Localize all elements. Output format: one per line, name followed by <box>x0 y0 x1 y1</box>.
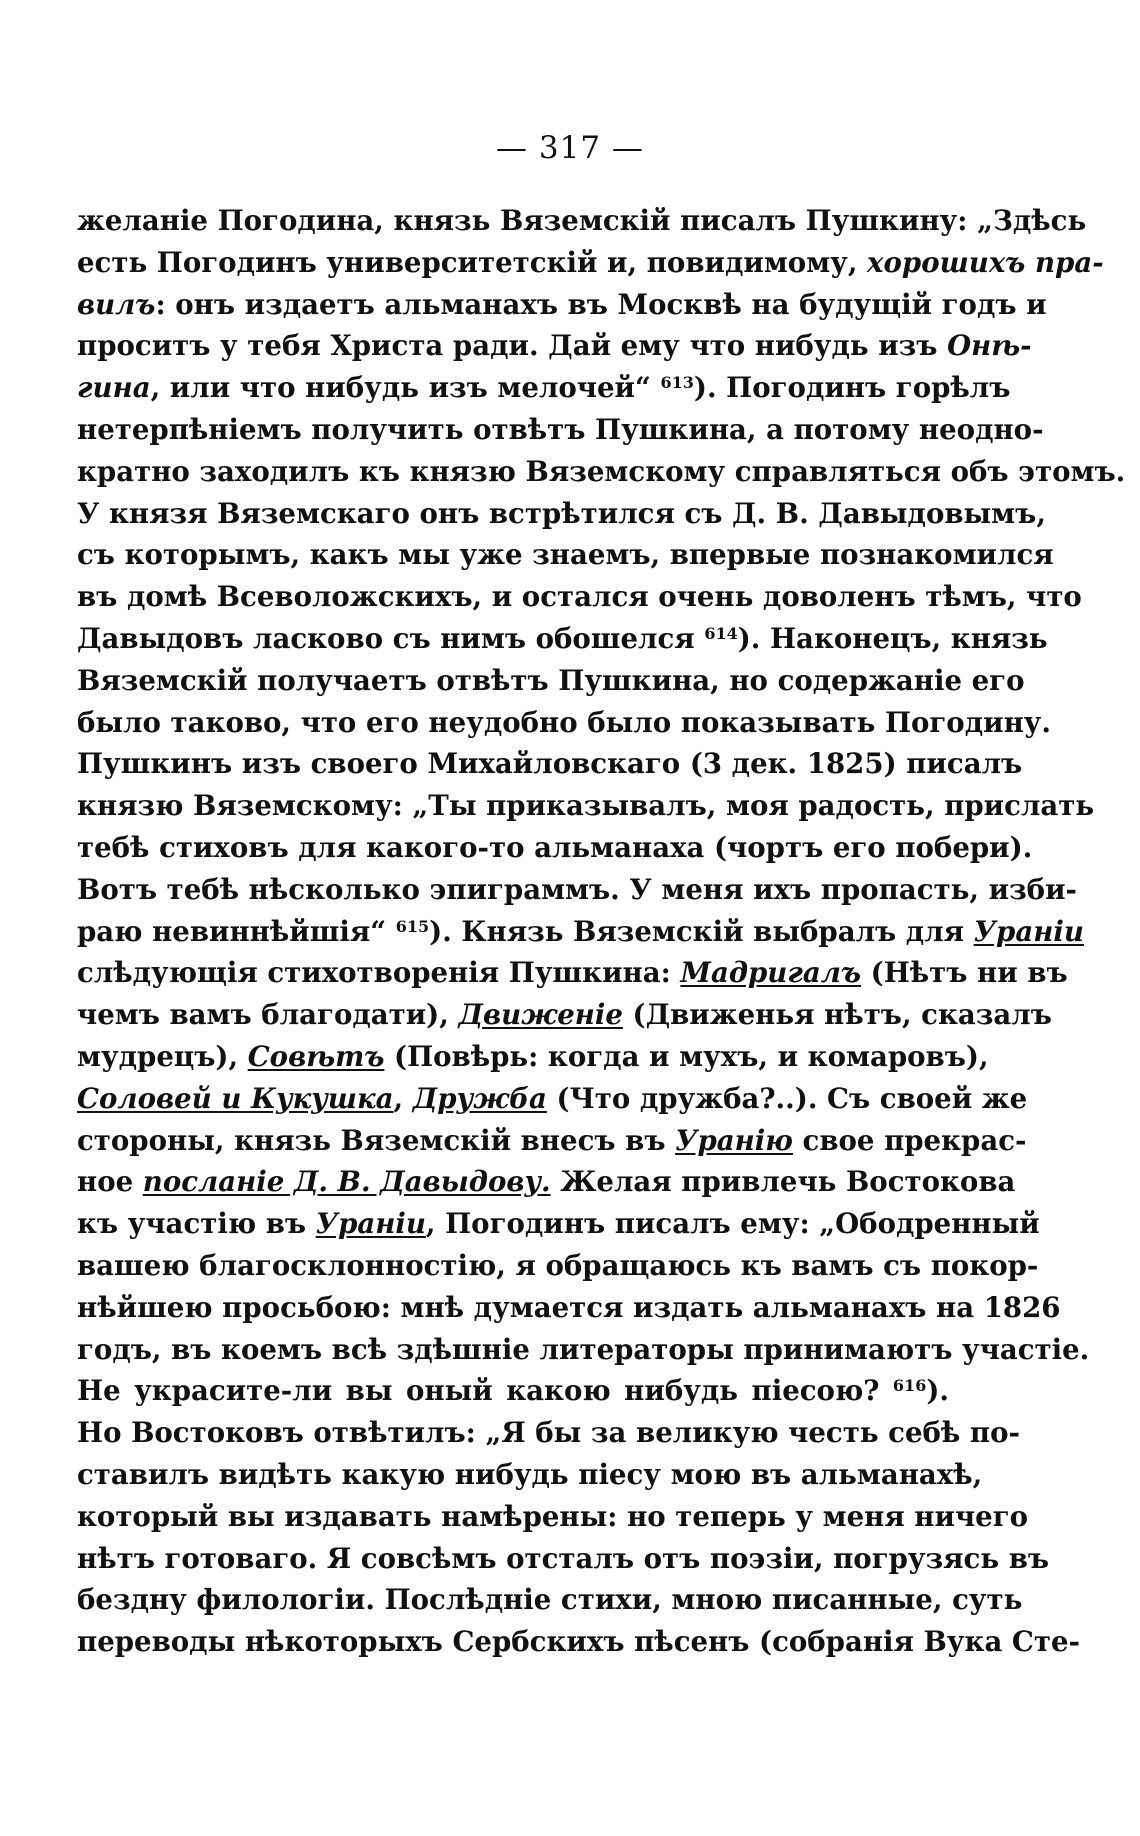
text-run: вашею благосклонностію, я обращаюсь къ вамъ съ покор- <box>77 1248 1039 1282</box>
text-run: было таково, что его неудобно было показывать Погодину. <box>77 705 1052 739</box>
text-run: стороны, князь Вяземскій внесъ въ <box>77 1123 676 1157</box>
text-run: Но Востоковъ отвѣтилъ: „Я бы за великую честь себѣ по- <box>77 1416 1020 1450</box>
text-line <box>77 743 1023 785</box>
text-run: : онъ издаетъ альманахъ въ Москвѣ на будущій годъ и <box>155 287 1047 321</box>
italic-text: Совѣтъ <box>247 1039 385 1073</box>
text-run: нѣтъ готоваго. Я совсѣмъ отсталъ отъ поэзіи, погрузясь въ <box>77 1541 1050 1575</box>
text-run: нетерпѣніемъ получить отвѣтъ Пушкина, а потому неодно- <box>77 412 1044 446</box>
text-line <box>77 869 1078 911</box>
underlined-title <box>458 998 622 1031</box>
body-text <box>77 200 1126 1663</box>
text-run: слѣдующія стихотворенія Пушкина: <box>77 956 681 990</box>
text-run: ). <box>926 1374 949 1408</box>
text-line <box>77 409 1044 451</box>
text-line <box>77 618 1048 660</box>
italic-text: Онѣ- <box>947 329 1032 363</box>
underlined-title <box>413 1082 547 1115</box>
underlined-title <box>248 1040 385 1073</box>
text-line <box>77 1454 983 1496</box>
text-line <box>77 952 1068 994</box>
text-line <box>77 994 1052 1036</box>
text-line <box>77 1370 949 1412</box>
text-line <box>77 1161 1016 1203</box>
italic-text: Соловей и Кукушка <box>77 1081 394 1115</box>
text-run: Не украсите-ли вы оный какою нибудь піесою? <box>77 1374 893 1408</box>
text-run: Давыдовъ ласково съ нимъ обошелся <box>77 621 705 655</box>
text-run: ). Наконецъ, князь <box>737 621 1048 655</box>
text-run: проситъ у тебя Христа ради. Дай ему что нибудь изъ <box>77 329 948 363</box>
text-run: нѣйшею просьбою: мнѣ думается издать альманахъ на 1826 <box>77 1290 1061 1324</box>
text-run: , Погодинъ писалъ ему: „Ободренный <box>425 1207 1040 1241</box>
text-run: въ домѣ Всеволожскихъ, и остался очень доволенъ тѣмъ, что <box>77 580 1082 614</box>
italic-text: Уранію <box>675 1123 793 1157</box>
text-run: , <box>393 1081 413 1115</box>
text-line <box>77 576 1082 618</box>
text-line <box>77 1287 1061 1329</box>
text-line <box>77 367 1011 409</box>
text-line <box>77 1621 1080 1663</box>
italic-text: гина <box>77 371 151 405</box>
italic-text: посланіе Д. В. Давыдову. <box>142 1165 551 1199</box>
underlined-title <box>675 1124 793 1157</box>
text-line <box>77 534 1054 576</box>
text-run: (Движенья нѣтъ, сказалъ <box>622 998 1052 1032</box>
footnote-ref: 615 <box>395 916 430 936</box>
footnote-ref: 613 <box>660 373 694 393</box>
text-line <box>77 1538 1050 1580</box>
text-line <box>77 1329 1090 1371</box>
underlined-title <box>680 956 861 989</box>
page-number: — 317 — <box>496 130 644 166</box>
text-run: ное <box>77 1165 143 1199</box>
underlined-title <box>974 915 1084 948</box>
text-run: , или что нибудь изъ мелочей“ <box>150 371 661 405</box>
text-run: чемъ вамъ благодати), <box>77 998 459 1032</box>
text-run: (Нѣтъ ни въ <box>861 956 1068 990</box>
text-line <box>77 660 1025 702</box>
text-line <box>77 911 1084 953</box>
text-run: переводы нѣкоторыхъ Сербскихъ пѣсенъ (собранія Вука Сте- <box>77 1625 1080 1659</box>
text-line <box>77 1036 989 1078</box>
text-run: кратно заходилъ къ князю Вяземскому справляться объ этомъ. <box>77 454 1126 488</box>
text-run: Вотъ тебѣ нѣсколько эпиграммъ. У меня ихъ пропасть, изби- <box>77 872 1078 906</box>
text-run: ставилъ видѣть какую нибудь піесу мою въ альманахѣ, <box>77 1457 983 1491</box>
text-line <box>77 702 1052 744</box>
text-line <box>77 785 1095 827</box>
text-line <box>77 325 1032 367</box>
italic-text: хорошихъ пра- <box>867 245 1104 279</box>
text-line <box>77 1203 1040 1245</box>
text-line <box>77 200 1087 242</box>
text-run: есть Погодинъ университетскій и, повидимому, <box>77 245 868 279</box>
text-line <box>77 242 1104 284</box>
text-run: который вы издавать намѣрены: но теперь у меня ничего <box>77 1499 1029 1533</box>
text-line <box>77 493 1046 535</box>
text-run: ). Князь Вяземскій выбралъ для <box>429 914 974 948</box>
text-run: Желая привлечь Востокова <box>550 1165 1016 1199</box>
text-run: мудрецъ), <box>77 1039 248 1073</box>
text-run: бездну филологіи. Послѣдніе стихи, мною писанные, суть <box>77 1583 1023 1617</box>
italic-text: Движеніе <box>458 998 623 1032</box>
text-run: Вяземскій получаетъ отвѣтъ Пушкина, но содержаніе его <box>77 663 1025 697</box>
text-run: (Что дружба?..). Съ своей же <box>546 1081 1028 1115</box>
text-line <box>77 451 1126 493</box>
text-run: свое прекрас- <box>792 1123 1027 1157</box>
text-run: къ участію въ <box>77 1207 316 1241</box>
text-line <box>77 1579 1023 1621</box>
text-run: годъ, въ коемъ всѣ здѣшніе литераторы принимаютъ участіе. <box>77 1332 1090 1366</box>
text-run: желаніе Погодина, князь Вяземскій писалъ Пушкину: „Здѣсь <box>77 204 1087 237</box>
text-run: (Повѣрь: когда и мухъ, и комаровъ), <box>384 1039 989 1073</box>
italic-text: Ураніи <box>973 914 1084 948</box>
text-line <box>77 284 1047 326</box>
text-run: Пушкинъ изъ своего Михайловскаго (3 дек. 1825) писалъ <box>77 747 1023 781</box>
italic-text: Ураніи <box>315 1207 426 1241</box>
text-line <box>77 1120 1027 1162</box>
text-line <box>77 1245 1039 1287</box>
underlined-title <box>77 1082 394 1115</box>
text-line <box>77 827 1033 869</box>
text-run: ). Погодинъ горѣлъ <box>693 371 1011 405</box>
underlined-title <box>143 1165 551 1198</box>
italic-text: Дружба <box>412 1081 547 1115</box>
footnote-ref: 614 <box>704 623 738 643</box>
italic-text: вилъ <box>77 287 156 321</box>
text-run: тебѣ стиховъ для какого-то альманаха (чортъ его побери). <box>77 830 1033 864</box>
text-run: У князя Вяземскаго онъ встрѣтился съ Д. В. Давыдовымъ, <box>77 496 1046 530</box>
underlined-title <box>316 1207 426 1240</box>
text-line <box>77 1412 1020 1454</box>
text-run: съ которымъ, какъ мы уже знаемъ, впервые познакомился <box>77 538 1054 572</box>
text-line <box>77 1496 1029 1538</box>
italic-text: Мадригалъ <box>680 956 862 990</box>
text-line <box>77 1078 1028 1120</box>
text-run: князю Вяземскому: „Ты приказывалъ, моя радость, прислать <box>77 789 1095 823</box>
footnote-ref: 616 <box>892 1376 927 1396</box>
text-run: раю невиннѣйшія“ <box>77 914 396 948</box>
